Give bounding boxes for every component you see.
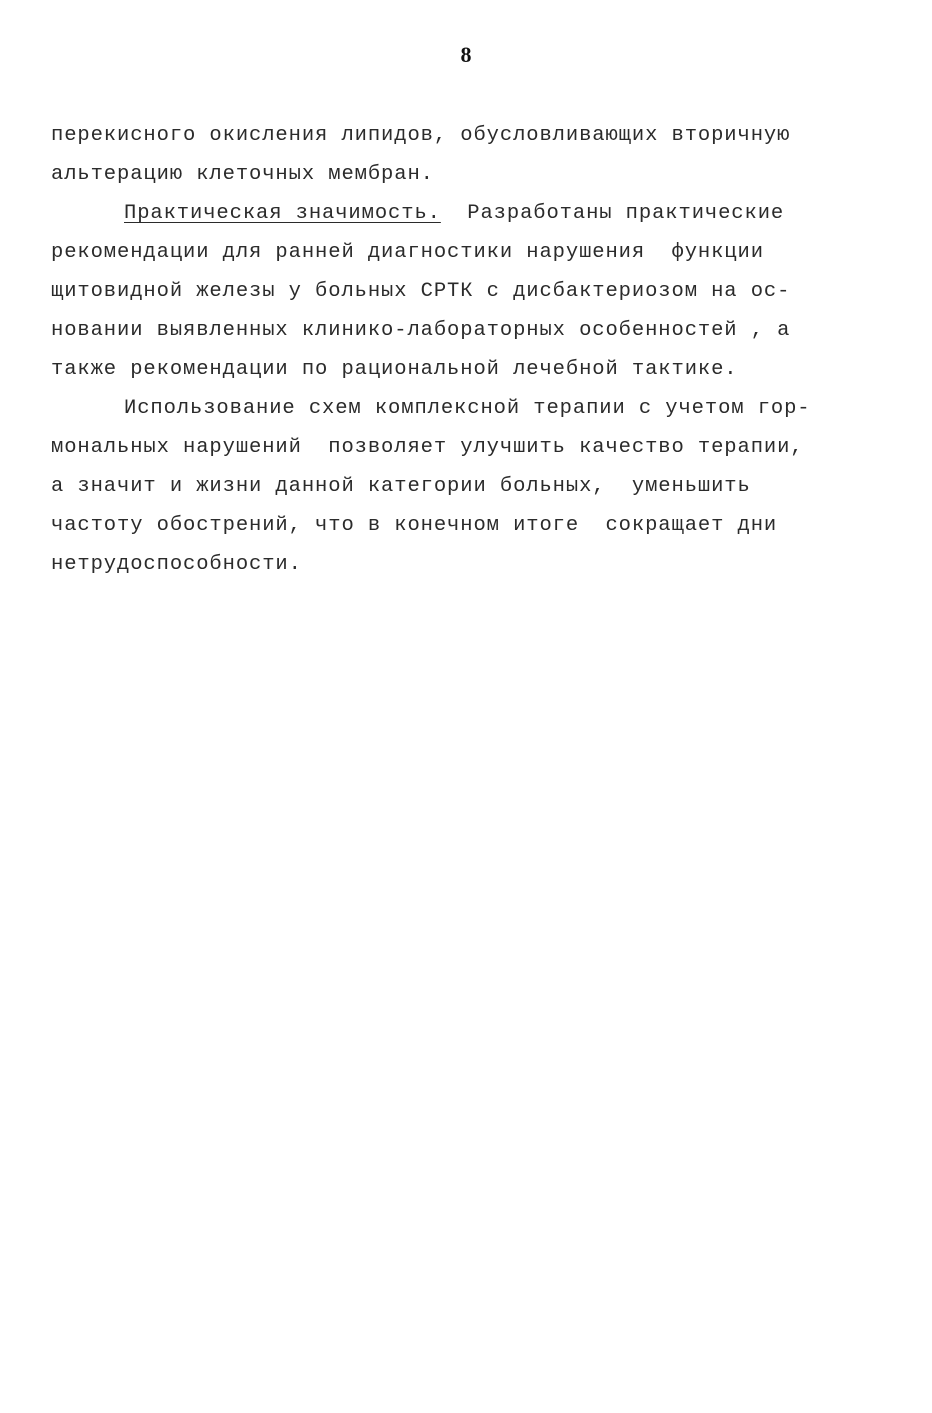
text-line: нетрудоспособности.: [51, 553, 302, 576]
text-line: а значит и жизни данной категории больных, уменьшить: [51, 475, 751, 498]
body-text: [51, 116, 901, 584]
text-line: перекисного окисления липидов, обусловливающих вторичную: [51, 124, 791, 147]
text-line: щитовидной железы у больных СРТК с дисбактериозом на ос-: [51, 280, 791, 303]
text-line: новании выявленных клинико-лабораторных особенностей , а: [51, 319, 791, 342]
section-heading: Практическая значимость.: [124, 202, 441, 225]
text-fragment: Разработаны практические: [440, 202, 785, 225]
text-line: альтерацию клеточных мембран.: [51, 163, 434, 186]
text-line: частоту обострений, что в конечном итоге сокращает дни: [51, 514, 778, 537]
text-line: Использование схем комплексной терапии с учетом гор-: [124, 397, 811, 420]
page-number: 8: [460, 42, 472, 67]
text-line: также рекомендации по рациональной лечебной тактике.: [51, 358, 738, 381]
paragraph-continuation: [51, 116, 901, 194]
text-line: рекомендации для ранней диагностики нарушения функции: [51, 241, 764, 264]
text-line: мональных нарушений позволяет улучшить качество терапии,: [51, 436, 804, 459]
paragraph-therapy: [51, 389, 901, 584]
text-line: [51, 194, 901, 233]
paragraph-practical-significance: [51, 194, 901, 389]
